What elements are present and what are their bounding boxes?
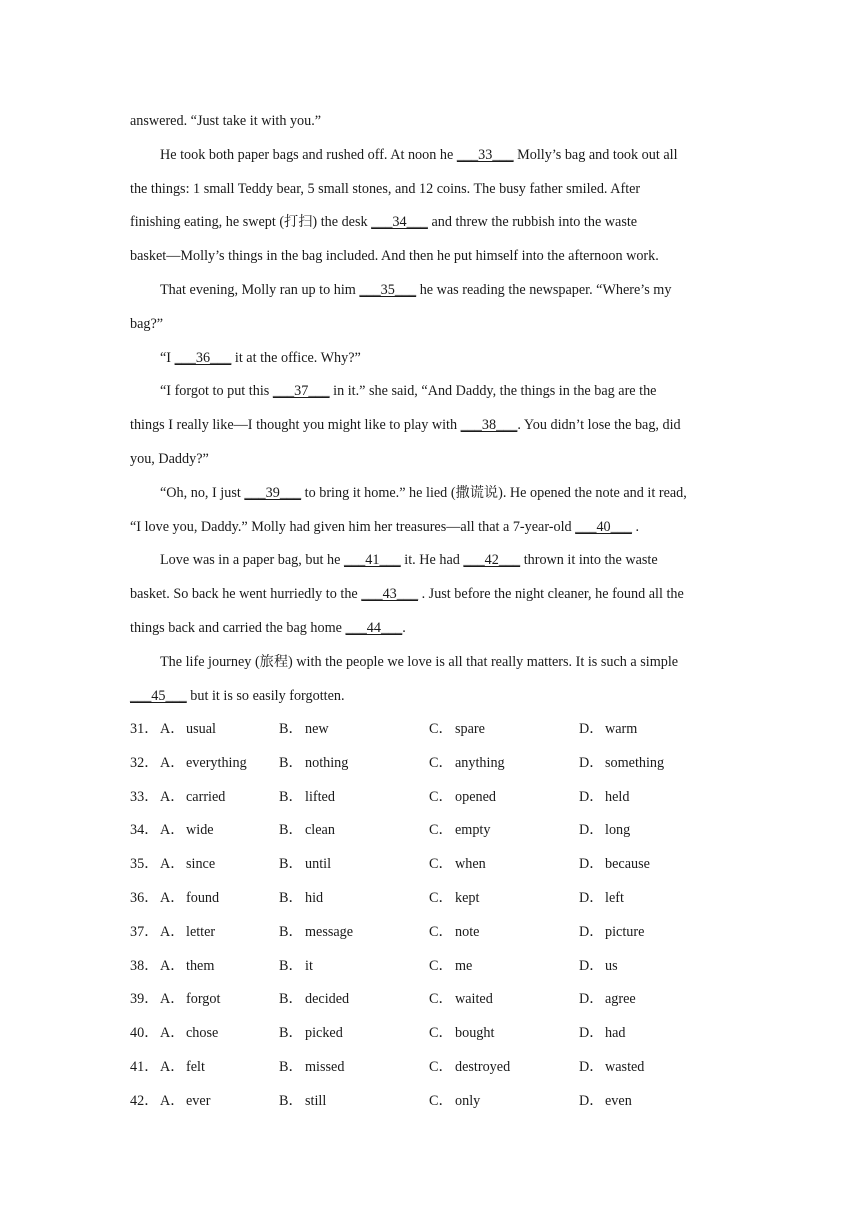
option-text: ever <box>186 1092 211 1109</box>
option-text: usual <box>186 721 216 737</box>
option-letter: C． <box>429 1092 453 1109</box>
option-letter: D． <box>579 889 604 906</box>
question-row <box>130 882 730 916</box>
option-text: something <box>605 754 665 771</box>
option-text: missed <box>305 1058 345 1075</box>
passage-text-run: it at the office. Why?” <box>231 349 361 366</box>
passage-text-run: but it is so easily forgotten. <box>186 687 345 704</box>
option-letter: C． <box>429 721 453 737</box>
option-d[interactable] <box>579 1051 644 1085</box>
option-letter: C． <box>429 1025 453 1042</box>
option-c[interactable] <box>429 1017 494 1051</box>
option-a[interactable] <box>160 747 247 781</box>
passage-line <box>130 308 725 342</box>
passage-text-run: “I forgot to put this <box>160 383 273 400</box>
option-c[interactable] <box>429 983 493 1017</box>
option-text: had <box>605 1025 626 1042</box>
option-b[interactable] <box>279 1085 326 1119</box>
passage-text-run: the things: 1 small Teddy bear, 5 small stones, and 12 coins. The busy father smiled. After <box>130 180 641 197</box>
passage-line <box>130 375 725 409</box>
passage-text-run: to bring it home.” he lied (撒谎说). He opened the note and it read, <box>301 484 687 501</box>
option-letter: B． <box>279 1025 303 1042</box>
option-text: warm <box>605 721 638 737</box>
passage-line <box>130 544 725 578</box>
passage-line <box>130 274 725 308</box>
option-text: it <box>305 957 313 974</box>
option-letter: D． <box>579 1092 604 1109</box>
passage-text-run: That evening, Molly ran up to him <box>160 281 360 298</box>
passage-text-run: finishing eating, he swept (打扫) the desk <box>130 214 372 231</box>
option-text: note <box>455 923 480 940</box>
passage-text-run: things back and carried the bag home <box>130 619 346 636</box>
passage-text-run: He took both paper bags and rushed off. At noon he <box>160 146 457 163</box>
option-letter: B． <box>279 1092 303 1109</box>
question-number: 39． <box>130 991 159 1008</box>
option-a[interactable] <box>160 713 216 747</box>
question-row <box>130 1017 730 1051</box>
question-number: 38． <box>130 957 159 974</box>
passage-text-run: it. He had <box>400 552 464 569</box>
option-letter: D． <box>579 1025 604 1042</box>
option-letter: B． <box>279 991 303 1008</box>
option-a[interactable] <box>160 882 219 916</box>
option-a[interactable] <box>160 983 220 1017</box>
passage-text-run: you, Daddy?” <box>130 450 209 467</box>
option-b[interactable] <box>279 848 331 882</box>
option-text: empty <box>455 822 491 839</box>
blank-number: ___36___ <box>174 349 232 366</box>
option-letter: A． <box>160 856 185 873</box>
passage-line <box>130 139 725 173</box>
option-text: picture <box>605 923 645 940</box>
option-letter: C． <box>429 822 453 839</box>
option-d[interactable] <box>579 983 636 1017</box>
option-letter: D． <box>579 991 604 1008</box>
option-a[interactable] <box>160 814 214 848</box>
option-text: everything <box>186 754 247 771</box>
option-letter: C． <box>429 1058 453 1075</box>
option-letter: D． <box>579 822 604 839</box>
option-text: carried <box>186 788 226 805</box>
option-letter: A． <box>160 1092 185 1109</box>
passage-text-run: things I really like—I thought you might like to play with <box>130 417 461 434</box>
option-letter: D． <box>579 1058 604 1075</box>
option-c[interactable] <box>429 950 472 984</box>
passage-text-run: answered. “Just take it with you.” <box>130 113 322 129</box>
passage-text-run: and threw the rubbish into the waste <box>427 214 638 231</box>
passage-line <box>130 240 725 274</box>
question-number: 35． <box>130 856 159 873</box>
passage-text-run: bag?” <box>130 315 164 332</box>
passage-line <box>130 578 725 612</box>
option-letter: B． <box>279 822 303 839</box>
option-b[interactable] <box>279 814 335 848</box>
option-c[interactable] <box>429 916 479 950</box>
option-letter: C． <box>429 856 453 873</box>
option-b[interactable] <box>279 747 348 781</box>
option-c[interactable] <box>429 882 479 916</box>
option-d[interactable] <box>579 950 618 984</box>
option-d[interactable] <box>579 882 624 916</box>
passage-line <box>130 173 725 207</box>
option-text: kept <box>455 889 480 906</box>
option-letter: A． <box>160 1025 185 1042</box>
passage-text-run: “Oh, no, I just <box>160 484 245 501</box>
option-text: new <box>305 721 329 737</box>
option-letter: C． <box>429 991 453 1008</box>
blank-number: ___38___ <box>460 417 518 434</box>
blank-number: ___45___ <box>130 687 187 704</box>
option-c[interactable] <box>429 814 490 848</box>
option-d[interactable] <box>579 814 630 848</box>
option-text: long <box>605 822 631 839</box>
option-letter: A． <box>160 991 185 1008</box>
option-letter: C． <box>429 889 453 906</box>
question-number: 33． <box>130 788 159 805</box>
option-text: lifted <box>305 788 335 805</box>
option-b[interactable] <box>279 950 313 984</box>
option-text: opened <box>455 788 496 805</box>
option-letter: B． <box>279 1058 303 1075</box>
question-row <box>130 814 730 848</box>
passage-text-run: thrown it into the waste <box>520 552 658 569</box>
option-text: because <box>605 856 650 873</box>
question-row <box>130 1051 730 1085</box>
passage-text-run: The life journey (旅程) with the people we love is all that really matters. It is such a simple <box>160 653 679 670</box>
option-text: waited <box>455 991 493 1008</box>
option-d[interactable] <box>579 1085 632 1119</box>
passage-line <box>130 342 725 376</box>
option-text: message <box>305 923 354 940</box>
passage-text-run: he was reading the newspaper. “Where’s my <box>416 281 672 298</box>
option-letter: C． <box>429 788 453 805</box>
passage-text-run: Love was in a paper bag, but he <box>160 552 344 569</box>
passage-line <box>130 409 725 443</box>
option-letter: A． <box>160 957 185 974</box>
option-b[interactable] <box>279 1017 343 1051</box>
answer-options <box>130 713 730 1119</box>
option-letter: A． <box>160 822 185 839</box>
option-text: even <box>605 1092 632 1109</box>
passage-text-run: “I <box>160 349 175 366</box>
passage-line <box>130 646 725 680</box>
passage-line <box>130 206 725 240</box>
passage-text-run: . <box>631 518 640 535</box>
option-text: nothing <box>305 754 349 771</box>
option-text: found <box>186 889 220 906</box>
option-text: me <box>455 957 473 974</box>
option-text: only <box>455 1092 481 1109</box>
option-letter: D． <box>579 856 604 873</box>
option-b[interactable] <box>279 882 323 916</box>
option-letter: B． <box>279 889 303 906</box>
option-letter: B． <box>279 721 303 737</box>
option-d[interactable] <box>579 916 644 950</box>
option-text: spare <box>455 721 485 737</box>
option-a[interactable] <box>160 781 225 815</box>
question-number: 40． <box>130 1025 159 1042</box>
passage-line <box>130 612 725 646</box>
option-d[interactable] <box>579 781 629 815</box>
blank-number: ___40___ <box>575 518 632 535</box>
option-text: letter <box>186 923 216 940</box>
question-row <box>130 950 730 984</box>
option-text: wide <box>186 822 214 839</box>
option-letter: B． <box>279 957 303 974</box>
option-a[interactable] <box>160 1051 205 1085</box>
option-c[interactable] <box>429 1085 480 1119</box>
passage-text-run: . Just before the night cleaner, he found all the <box>418 586 684 603</box>
question-row <box>130 747 730 781</box>
option-letter: A． <box>160 721 185 737</box>
option-b[interactable] <box>279 916 353 950</box>
option-letter: B． <box>279 856 303 873</box>
option-text: hid <box>305 889 324 906</box>
option-letter: A． <box>160 788 185 805</box>
passage-text-run: basket—Molly’s things in the bag included. And then he put himself into the afternoon work. <box>130 248 659 265</box>
question-row <box>130 713 730 747</box>
option-letter: B． <box>279 754 303 771</box>
option-d[interactable] <box>579 1017 626 1051</box>
option-letter: C． <box>429 754 453 771</box>
option-b[interactable] <box>279 781 335 815</box>
option-c[interactable] <box>429 1051 510 1085</box>
option-a[interactable] <box>160 1017 218 1051</box>
option-text: held <box>605 788 630 805</box>
question-row <box>130 916 730 950</box>
question-number: 31． <box>130 721 159 737</box>
option-letter: D． <box>579 788 604 805</box>
option-text: chose <box>186 1025 219 1042</box>
passage-line <box>130 511 725 545</box>
question-row <box>130 848 730 882</box>
passage-line <box>130 477 725 511</box>
option-a[interactable] <box>160 916 215 950</box>
option-text: anything <box>455 754 505 771</box>
option-c[interactable] <box>429 747 505 781</box>
option-d[interactable] <box>579 713 637 747</box>
option-c[interactable] <box>429 713 485 747</box>
option-letter: A． <box>160 889 185 906</box>
option-text: until <box>305 856 332 873</box>
option-letter: B． <box>279 923 303 940</box>
option-c[interactable] <box>429 781 496 815</box>
option-text: left <box>605 889 624 906</box>
question-number: 41． <box>130 1058 159 1075</box>
option-text: wasted <box>605 1058 645 1075</box>
question-number: 37． <box>130 923 159 940</box>
option-letter: A． <box>160 1058 185 1075</box>
question-row <box>130 1085 730 1119</box>
option-letter: A． <box>160 923 185 940</box>
option-b[interactable] <box>279 1051 344 1085</box>
option-letter: C． <box>429 923 453 940</box>
option-c[interactable] <box>429 848 486 882</box>
passage-text <box>130 105 725 713</box>
question-number: 36． <box>130 889 159 906</box>
question-row <box>130 781 730 815</box>
question-number: 34． <box>130 822 159 839</box>
option-text: decided <box>305 991 350 1008</box>
blank-number: ___42___ <box>463 552 521 569</box>
option-a[interactable] <box>160 848 215 882</box>
passage-text-run: in it.” she said, “And Daddy, the things in the bag are the <box>329 383 657 400</box>
blank-number: ___39___ <box>244 484 302 501</box>
option-text: bought <box>455 1025 495 1042</box>
option-text: agree <box>605 991 636 1008</box>
option-text: picked <box>305 1025 343 1042</box>
option-text: us <box>605 957 618 974</box>
passage-line <box>130 443 725 477</box>
passage-text-run: . You didn’t lose the bag, did <box>517 417 681 434</box>
option-b[interactable] <box>279 983 349 1017</box>
blank-number: ___44___ <box>345 619 403 636</box>
option-text: when <box>455 856 486 873</box>
option-letter: D． <box>579 754 604 771</box>
passage-text-run: basket. So back he went hurriedly to the <box>130 586 362 603</box>
option-letter: C． <box>429 957 453 974</box>
question-number: 42． <box>130 1092 159 1109</box>
passage-text-run: Molly’s bag and took out all <box>513 146 678 163</box>
option-b[interactable] <box>279 713 329 747</box>
blank-number: ___37___ <box>272 383 330 400</box>
option-letter: D． <box>579 721 604 737</box>
option-d[interactable] <box>579 747 664 781</box>
blank-number: ___43___ <box>361 586 419 603</box>
blank-number: ___41___ <box>343 552 401 569</box>
option-a[interactable] <box>160 1085 210 1119</box>
option-a[interactable] <box>160 950 214 984</box>
question-row <box>130 983 730 1017</box>
option-d[interactable] <box>579 848 650 882</box>
option-letter: A． <box>160 754 185 771</box>
blank-number: ___35___ <box>359 281 417 298</box>
blank-number: ___33___ <box>456 146 514 163</box>
option-letter: D． <box>579 957 604 974</box>
passage-text-run: “I love you, Daddy.” Molly had given him her treasures—all that a 7-year-old <box>130 518 576 535</box>
passage-line <box>130 105 725 139</box>
option-text: forgot <box>186 991 221 1008</box>
question-number: 32． <box>130 754 159 771</box>
option-letter: B． <box>279 788 303 805</box>
option-text: still <box>305 1092 327 1109</box>
option-text: felt <box>186 1058 205 1075</box>
passage-text-run: . <box>402 619 406 636</box>
option-letter: D． <box>579 923 604 940</box>
blank-number: ___34___ <box>371 214 428 231</box>
option-text: since <box>186 856 216 873</box>
option-text: them <box>186 957 215 974</box>
option-text: clean <box>305 822 335 839</box>
option-text: destroyed <box>455 1058 511 1075</box>
passage-line <box>130 680 725 714</box>
